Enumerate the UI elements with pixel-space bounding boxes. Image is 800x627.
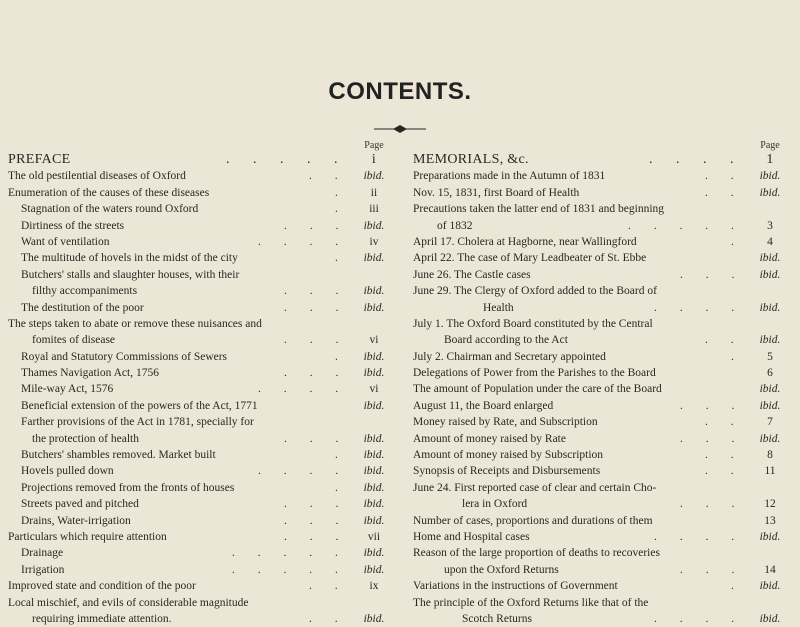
entry-text: Nov. 15, 1831, first Board of Health <box>413 186 580 199</box>
toc-entry <box>8 300 404 316</box>
page-number: 3 <box>767 219 773 232</box>
page-number: vi <box>369 334 379 347</box>
entry-text: Irrigation <box>21 563 65 576</box>
entry-text: The steps taken to abate or remove these nuisances and <box>8 317 262 330</box>
page-number: ibid. <box>363 301 385 314</box>
entry-text: Mile-way Act, 1576 <box>21 383 114 396</box>
leader-dots: . . . . . <box>226 152 348 167</box>
page-number: i <box>371 152 377 167</box>
entry-text: Health <box>483 301 514 314</box>
leader-dots: . . <box>705 186 744 199</box>
page-number: 4 <box>767 235 773 248</box>
entry-text: Want of ventilation <box>21 235 110 248</box>
entry-text: Scotch Returns <box>462 612 532 625</box>
entry-text: Reason of the large proportion of deaths to recoveries <box>413 547 660 560</box>
entry-text: PREFACE <box>8 152 71 167</box>
entry-text: of 1832 <box>437 219 473 232</box>
page-number: 13 <box>764 514 776 527</box>
toc-entry <box>8 447 404 463</box>
page-number: ibid. <box>759 399 781 412</box>
toc-entry <box>413 513 800 529</box>
leader-dots: . . . . <box>654 530 745 543</box>
page-column-header: Page <box>760 140 780 151</box>
page-number: ibid. <box>363 563 385 576</box>
page-number: vii <box>367 530 381 543</box>
entry-text: Delegations of Power from the Parishes to the Board <box>413 367 656 380</box>
toc-entry <box>413 496 800 512</box>
page-number: ibid. <box>759 301 781 314</box>
toc-entry <box>8 578 404 594</box>
entry-text: Improved state and condition of the poor <box>8 580 196 593</box>
entry-text: The amount of Population under the care of the Board <box>413 383 662 396</box>
entry-text: the protection of health <box>32 432 139 445</box>
contents-title: CONTENTS. <box>328 78 472 105</box>
leader-dots: . <box>335 449 348 462</box>
page-number: ibid. <box>363 612 385 625</box>
entry-text: The multitude of hovels in the midst of the city <box>21 252 238 265</box>
page-number: ibid. <box>363 367 385 380</box>
entry-text: Amount of money raised by Rate <box>413 432 566 445</box>
leader-dots: . . <box>705 449 744 462</box>
entry-text: The destitution of the poor <box>21 301 144 314</box>
entry-text: Beneficial extension of the powers of the Act, 1771 <box>21 399 258 412</box>
page-number: 8 <box>767 449 773 462</box>
leader-dots: . . <box>309 580 348 593</box>
toc-entry <box>8 168 404 184</box>
page-number: 7 <box>767 416 773 429</box>
page-number: ibid. <box>363 481 385 494</box>
toc-entry <box>8 316 404 332</box>
page-number: ibid. <box>759 170 781 183</box>
leader-dots: . <box>335 252 348 265</box>
leader-dots: . . . <box>284 301 349 314</box>
toc-entry <box>8 381 404 397</box>
page-number: 6 <box>767 367 773 380</box>
entry-text: Thames Navigation Act, 1756 <box>21 367 159 380</box>
page-number: 1 <box>766 152 774 167</box>
page-number: ibid. <box>363 350 385 363</box>
leader-dots: . . . . . <box>232 563 348 576</box>
toc-entry <box>413 365 800 381</box>
leader-dots: . . . <box>284 334 349 347</box>
toc-entry <box>413 578 800 594</box>
page-number: ibid. <box>363 285 385 298</box>
toc-entry <box>8 513 404 529</box>
entry-text: Local mischief, and evils of considerable magnitude <box>8 596 249 609</box>
leader-dots: . . <box>705 416 744 429</box>
leader-dots: . <box>731 235 744 248</box>
toc-entry <box>8 463 404 479</box>
entry-text: Number of cases, proportions and durations of them <box>413 514 653 527</box>
entry-text: June 29. The Clergy of Oxford added to the Board of <box>413 285 657 298</box>
entry-text: requiring immediate attention. <box>32 612 172 625</box>
leader-dots: . . . <box>284 498 349 511</box>
ornament-rule <box>374 124 426 134</box>
leader-dots: . . . . <box>258 383 349 396</box>
leader-dots: . . . . <box>258 465 349 478</box>
toc-entry <box>413 332 800 348</box>
entry-text: August 11, the Board enlarged <box>413 399 554 412</box>
entry-text: Stagnation of the waters round Oxford <box>21 203 199 216</box>
toc-entry <box>413 447 800 463</box>
toc-entry <box>413 529 800 545</box>
leader-dots: . . . . . <box>232 547 348 560</box>
leader-dots: . . . <box>680 432 745 445</box>
entry-text: Particulars which require attention <box>8 530 167 543</box>
entry-text: The principle of the Oxford Returns like that of the <box>413 596 649 609</box>
entry-text: Home and Hospital cases <box>413 530 530 543</box>
leader-dots: . . . <box>284 367 349 380</box>
page-number: iii <box>369 203 379 216</box>
page-number: ix <box>369 580 379 593</box>
toc-entry <box>413 267 800 283</box>
page-number: ibid. <box>363 219 385 232</box>
leader-dots: . <box>335 481 348 494</box>
toc-entry <box>413 250 800 266</box>
page-number: ibid. <box>759 580 781 593</box>
toc-entry <box>8 332 404 348</box>
entry-text: Preparations made in the Autumn of 1831 <box>413 170 606 183</box>
leader-dots: . . . <box>680 498 745 511</box>
page-number: ibid. <box>363 547 385 560</box>
page-number: ibid. <box>759 334 781 347</box>
entry-text: The old pestilential diseases of Oxford <box>8 170 186 183</box>
leader-dots: . <box>731 350 744 363</box>
entry-text: Variations in the instructions of Government <box>413 580 618 593</box>
toc-entry <box>413 431 800 447</box>
toc-entry <box>8 201 404 217</box>
toc-entry <box>8 250 404 266</box>
toc-entry <box>8 480 404 496</box>
toc-entry <box>413 152 800 168</box>
toc-entry <box>413 595 800 611</box>
toc-entry <box>413 611 800 627</box>
page-number: vi <box>369 383 379 396</box>
leader-dots: . . . <box>284 219 349 232</box>
toc-entry <box>8 234 404 250</box>
page-number: ibid. <box>759 268 781 281</box>
page-number: ibid. <box>363 449 385 462</box>
entry-text: June 24. First reported case of clear and certain Cho- <box>413 481 657 494</box>
entry-text: Royal and Statutory Commissions of Sewers <box>21 350 228 363</box>
page-number: ibid. <box>363 465 385 478</box>
entry-text: July 1. The Oxford Board constituted by the Central <box>413 317 653 330</box>
toc-entry <box>413 398 800 414</box>
leader-dots: . <box>731 580 744 593</box>
entry-text: June 26. The Castle cases <box>413 268 531 281</box>
entry-text: Streets paved and pitched <box>21 498 139 511</box>
leader-dots: . . . <box>284 432 349 445</box>
toc-entry <box>8 545 404 561</box>
page-number: ibid. <box>363 514 385 527</box>
page-number: ibid. <box>363 170 385 183</box>
toc-entry <box>8 529 404 545</box>
page-number: ii <box>370 186 378 199</box>
toc-entry <box>413 185 800 201</box>
page-number: 12 <box>764 498 776 511</box>
entry-text: Drainage <box>21 547 64 560</box>
toc-entry <box>413 463 800 479</box>
entry-text: Precautions taken the latter end of 1831 and beginning <box>413 203 665 216</box>
page-number: 14 <box>764 563 776 576</box>
entry-text: Drains, Water-irrigation <box>21 514 131 527</box>
entry-text: Dirtiness of the streets <box>21 219 125 232</box>
leader-dots: . . <box>705 465 744 478</box>
right-entries <box>413 152 800 627</box>
leader-dots: . . . . <box>649 152 744 167</box>
toc-entry <box>413 381 800 397</box>
toc-entry <box>413 201 800 217</box>
entry-text: lera in Oxford <box>462 498 528 511</box>
toc-entry <box>8 431 404 447</box>
toc-entry <box>413 168 800 184</box>
toc-entry <box>8 267 404 283</box>
entry-text: Synopsis of Receipts and Disbursements <box>413 465 601 478</box>
leader-dots: . . . . <box>654 301 745 314</box>
toc-entry <box>413 480 800 496</box>
page-number: iv <box>369 235 379 248</box>
toc-entry <box>8 398 404 414</box>
page-number: ibid. <box>363 432 385 445</box>
toc-entry <box>8 365 404 381</box>
toc-entry <box>413 545 800 561</box>
page-number: 5 <box>767 350 773 363</box>
entry-text: filthy accompaniments <box>32 285 138 298</box>
entry-text: Projections removed from the fronts of houses <box>21 481 235 494</box>
leader-dots: . . <box>309 612 348 625</box>
page-column-header: Page <box>364 140 384 151</box>
toc-entry <box>8 218 404 234</box>
toc-entry <box>413 300 800 316</box>
page-number: ibid. <box>759 186 781 199</box>
page-number: ibid. <box>363 252 385 265</box>
page-number: ibid. <box>759 530 781 543</box>
toc-entry <box>413 283 800 299</box>
leader-dots: . . . . <box>654 612 745 625</box>
leader-dots: . . <box>705 334 744 347</box>
toc-entry <box>413 414 800 430</box>
entry-text: Money raised by Rate, and Subscription <box>413 416 598 429</box>
entry-text: Hovels pulled down <box>21 465 114 478</box>
toc-entry <box>8 414 404 430</box>
leader-dots: . . . <box>680 399 745 412</box>
toc-entry <box>8 496 404 512</box>
leader-dots: . . . . <box>258 235 349 248</box>
leader-dots: . . . <box>680 563 745 576</box>
leader-dots: . <box>335 203 348 216</box>
page-number: ibid. <box>759 612 781 625</box>
page-number: ibid. <box>759 432 781 445</box>
entry-text: Enumeration of the causes of these diseases <box>8 186 210 199</box>
entry-text: July 2. Chairman and Secretary appointed <box>413 350 606 363</box>
left-entries <box>8 152 404 627</box>
leader-dots: . . . <box>284 514 349 527</box>
entry-text: MEMORIALS, &c. <box>413 152 529 167</box>
toc-entry <box>413 218 800 234</box>
page-number: ibid. <box>363 399 385 412</box>
page-number: 11 <box>764 465 776 478</box>
toc-entry <box>413 316 800 332</box>
entry-text: April 17. Cholera at Hagborne, near Wallingford <box>413 235 637 248</box>
leader-dots: . . . . . <box>628 219 744 232</box>
entry-text: fomites of disease <box>32 334 116 347</box>
leader-dots: . . <box>309 170 348 183</box>
toc-entry <box>413 562 800 578</box>
leader-dots: . <box>335 350 348 363</box>
toc-entry <box>8 283 404 299</box>
entry-text: Amount of money raised by Subscription <box>413 449 604 462</box>
toc-entry <box>8 562 404 578</box>
entry-text: Butchers' stalls and slaughter houses, with their <box>21 268 240 281</box>
entry-text: April 22. The case of Mary Leadbeater of St. Ebbe <box>413 252 647 265</box>
leader-dots: . . . <box>284 285 349 298</box>
toc-entry <box>8 185 404 201</box>
entry-text: Butchers' shambles removed. Market built <box>21 449 216 462</box>
toc-entry <box>413 349 800 365</box>
leader-dots: . . <box>705 170 744 183</box>
leader-dots: . <box>335 186 348 199</box>
page-number: ibid. <box>759 252 781 265</box>
entry-text: Farther provisions of the Act in 1781, specially for <box>21 416 254 429</box>
leader-dots: . . . <box>680 268 745 281</box>
toc-entry <box>8 152 404 168</box>
toc-entry <box>413 234 800 250</box>
leader-dots: . . . <box>284 530 349 543</box>
toc-entry <box>8 349 404 365</box>
toc-entry <box>8 595 404 611</box>
entry-text: Board according to the Act <box>444 334 568 347</box>
entry-text: upon the Oxford Returns <box>444 563 559 576</box>
toc-entry <box>8 611 404 627</box>
page-number: ibid. <box>363 498 385 511</box>
page-number: ibid. <box>759 383 781 396</box>
